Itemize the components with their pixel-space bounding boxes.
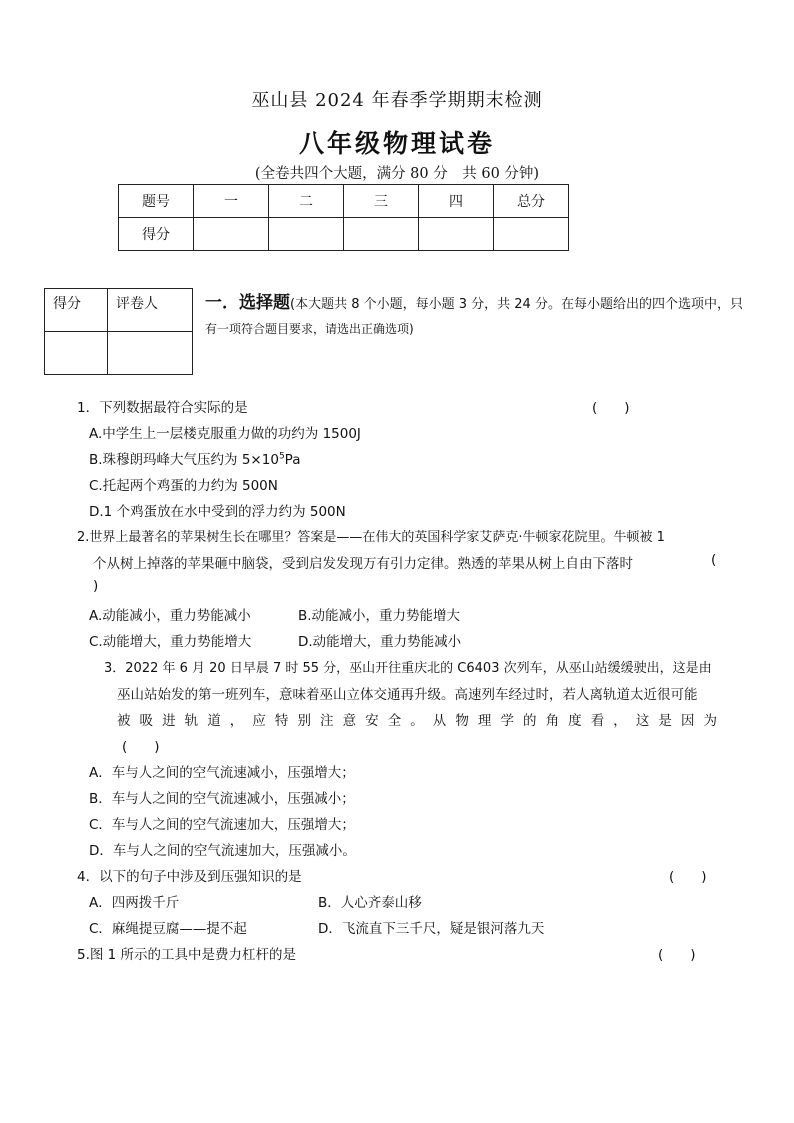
q1-answer-bracket: ( ) <box>592 400 630 416</box>
section1-desc-line2: 有一项符合题目要求，请选出正确选项) <box>205 322 414 336</box>
q3-stem-line2: 巫山站始发的第一班列车，意味着巫山立体交通再升级。高速列车经过时，若人离轨道太近很可能 <box>117 687 698 703</box>
exam-title-line2: 八年级物理试卷 <box>298 129 495 158</box>
score-header-cell: 一 <box>194 185 269 218</box>
score-header-cell: 三 <box>344 185 419 218</box>
exam-title-line1: 巫山县 2024 年春季学期期末检测 <box>251 90 543 111</box>
q5-answer-bracket: ( ) <box>658 947 696 963</box>
q5-stem: 5.图 1 所示的工具中是费力杠杆的是 <box>77 947 297 963</box>
score-header-cell: 总分 <box>494 185 569 218</box>
q2-stem-line1: 2.世界上最著名的苹果树生长在哪里？答案是——在伟大的英国科学家艾萨克·牛顿家花院里。牛顿被 1 <box>77 530 665 545</box>
grader-box <box>44 288 193 375</box>
q3-answer-bracket: ( ) <box>122 739 160 755</box>
q3-option-a: A．车与人之间的空气流速减小，压强增大； <box>89 765 355 781</box>
q2-option-d: D.动能增大，重力势能减小 <box>298 634 462 650</box>
score-cell <box>344 218 419 251</box>
section1-desc-line1: (本大题共 8 个小题，每小题 3 分，共 24 分。在每小题给出的四个选项中，只 <box>290 297 743 312</box>
score-cell <box>494 218 569 251</box>
q1-option-a: A.中学生上一层楼克服重力做的功约为 1500J <box>89 426 361 442</box>
q1-stem: 1．下列数据最符合实际的是 <box>77 400 248 416</box>
score-cell <box>269 218 344 251</box>
grader-score-label: 得分 <box>45 289 108 332</box>
q1-option-d: D.1 个鸡蛋放在水中受到的浮力约为 500N <box>89 504 346 520</box>
score-table-score-row <box>119 218 569 251</box>
score-table <box>118 184 569 251</box>
q3-option-b: B．车与人之间的空气流速减小，压强减小； <box>89 791 355 807</box>
exam-subtitle: (全卷共四个大题，满分 80 分 共 60 分钟) <box>254 166 540 182</box>
score-table-header-row <box>119 185 569 218</box>
q4-option-d: D．飞流直下三千尺，疑是银河落九天 <box>318 921 545 937</box>
score-header-cell: 二 <box>269 185 344 218</box>
score-row-label: 得分 <box>119 218 194 251</box>
grader-score-cell <box>45 332 108 375</box>
q2-option-b: B.动能减小，重力势能增大 <box>298 608 461 624</box>
q3-stem-line3: 被吸进轨道，应特别注意安全。从物理学的角度看，这是因为 <box>117 713 717 729</box>
section1-heading <box>205 288 743 313</box>
grader-name-label: 评卷人 <box>108 289 193 332</box>
q3-option-d: D．车与人之间的空气流速加大，压强减小。 <box>89 843 356 859</box>
score-cell <box>194 218 269 251</box>
q4-stem: 4．以下的句子中涉及到压强知识的是 <box>77 869 302 885</box>
q3-option-c: C．车与人之间的空气流速加大，压强增大； <box>89 817 355 833</box>
score-header-cell: 题号 <box>119 185 194 218</box>
section1-title: 一．选择题 <box>205 293 290 313</box>
q3-stem-line1: 3．2022 年 6 月 20 日早晨 7 时 55 分，巫山开往重庆北的 C6403 次列车，从巫山站缓缓驶出，这是由 <box>104 661 712 676</box>
score-header-cell: 四 <box>419 185 494 218</box>
q2-stem-line2: 个从树上掉落的苹果砸中脑袋，受到启发发现万有引力定律。熟透的苹果从树上自由下落时 <box>93 556 633 572</box>
q4-option-c: C．麻绳提豆腐——提不起 <box>89 921 247 937</box>
grader-name-cell <box>108 332 193 375</box>
q2-answer-bracket-open: ( <box>711 552 717 568</box>
q4-option-b: B．人心齐泰山移 <box>318 895 422 911</box>
score-cell <box>419 218 494 251</box>
q2-option-a: A.动能减小，重力势能减小 <box>89 608 251 624</box>
q2-option-c: C.动能增大，重力势能增大 <box>89 634 252 650</box>
q4-option-a: A．四两拨千斤 <box>89 895 180 911</box>
q4-answer-bracket: ( ) <box>669 869 707 885</box>
q1-option-b: B.珠穆朗玛峰大气压约为 $5\times 10^5Pa$ <box>89 451 301 468</box>
q1-option-c: C.托起两个鸡蛋的力约为 500N <box>89 478 278 494</box>
q2-answer-bracket-close: ) <box>93 578 99 594</box>
